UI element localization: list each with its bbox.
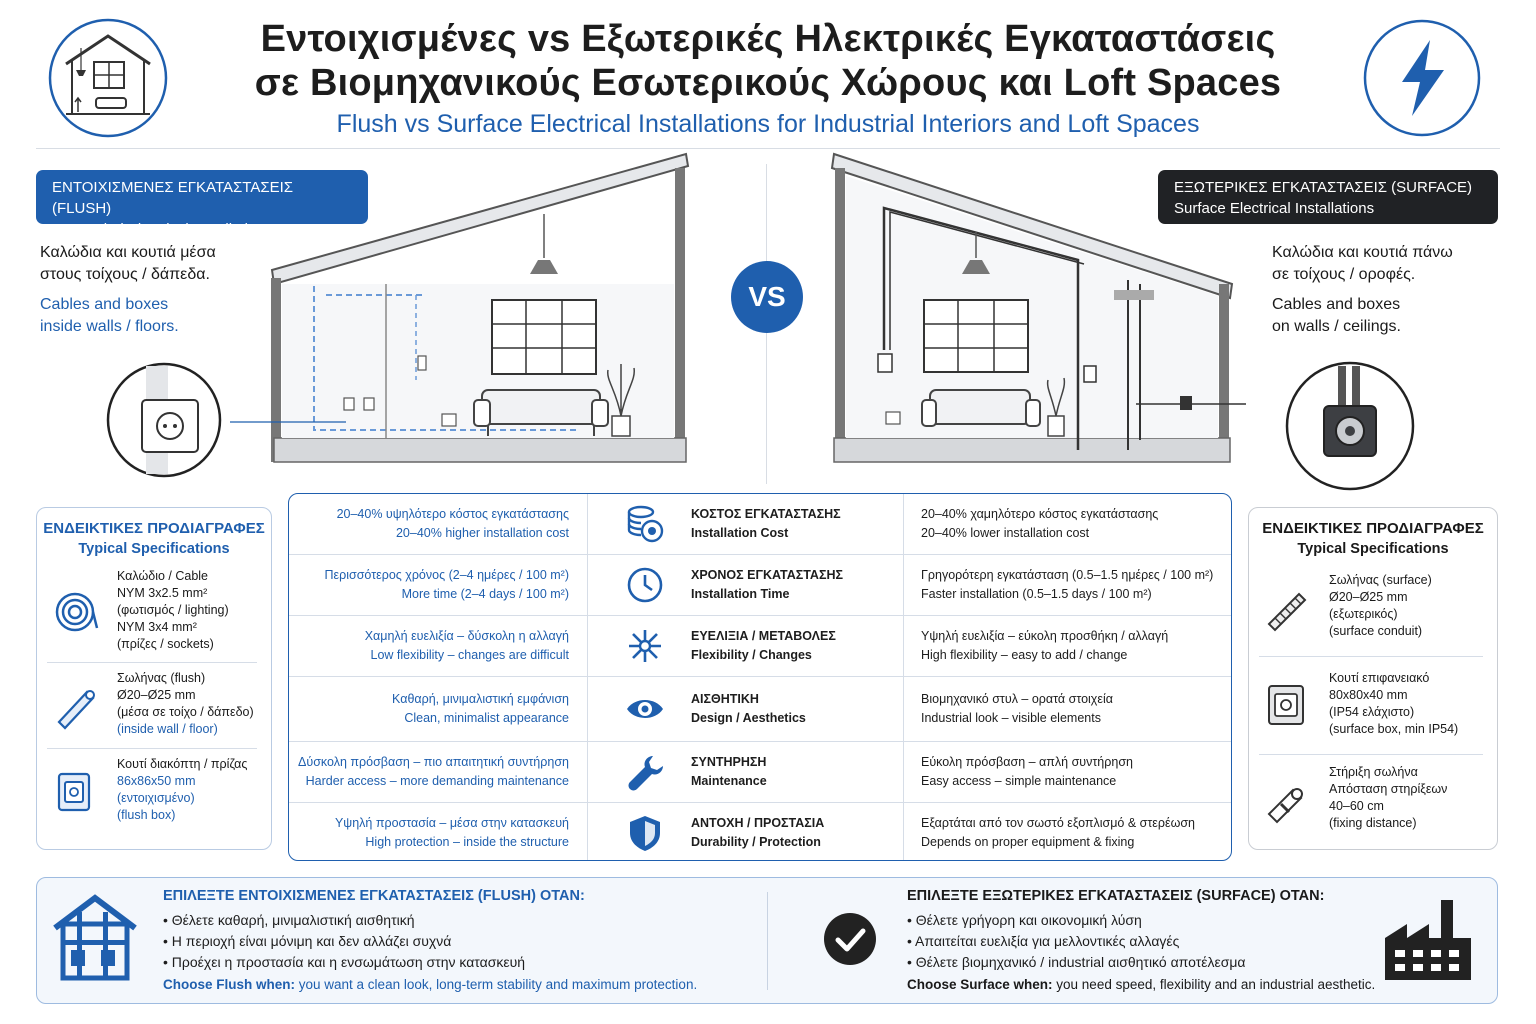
- row-category: [691, 753, 767, 791]
- comparison-row: [289, 677, 1231, 741]
- spec-box-left: [36, 507, 272, 850]
- flush-desc-en-2: inside walls / floors.: [40, 318, 179, 335]
- row-surface-text: [921, 627, 1168, 665]
- lightning-bolt-icon: [1362, 18, 1482, 138]
- surface-en: 20–40% lower installation cost: [921, 526, 1090, 540]
- surface-el: 20–40% χαμηλότερο κόστος εγκατάστασης: [921, 507, 1159, 521]
- category-el: ΕΥΕΛΙΞΙΑ / ΜΕΤΑΒΟΛΕΣ: [691, 629, 836, 643]
- header-divider: [36, 148, 1500, 149]
- spec-line: (inside wall / floor): [117, 722, 218, 736]
- choose-panel-divider: [767, 892, 768, 990]
- spec-line: NYM 3x4 mm²: [117, 620, 197, 634]
- spec-separator: [1259, 754, 1483, 755]
- choose-surface-footer-bold: Choose Surface when:: [907, 977, 1053, 992]
- surface-el: Υψηλή ευελιξία – εύκολη προσθήκη / αλλαγή: [921, 629, 1169, 643]
- spec-line: (surface box, min IP54): [1329, 722, 1459, 736]
- flush-el: Δύσκολη πρόσβαση – πιο απαιτητική συντήρηση: [298, 755, 569, 769]
- choose-flush-bullet: • Η περιοχή είναι μόνιμη και δεν αλλάζει συχνά: [163, 933, 452, 949]
- flush-el: Καθαρή, μινιμαλιστική εμφάνιση: [392, 692, 569, 706]
- wrench-icon: [625, 752, 665, 792]
- row-flush-text: [289, 753, 587, 791]
- spec-line: NYM 3x2.5 mm²: [117, 586, 208, 600]
- choose-surface-bullet: • Θέλετε βιομηχανικό / industrial αισθητικό αποτέλεσμα: [907, 954, 1246, 970]
- flush-desc-el-1: Καλώδια και κουτιά μέσα: [40, 244, 216, 261]
- spec-line: Ø20–Ø25 mm: [117, 688, 196, 702]
- comparison-table: [288, 493, 1232, 861]
- row-surface-text: [921, 690, 1113, 728]
- title-greek-line2: σε Βιομηχανικούς Εσωτερικούς Χώρους και Loft Spaces: [254, 62, 1282, 104]
- spec-line: (flush box): [117, 808, 176, 822]
- choose-flush-bullet: • Θέλετε καθαρή, μινιμαλιστική αισθητική: [163, 912, 415, 928]
- choose-flush-heading: ΕΠΙΛΕΞΤΕ ΕΝΤΟΙΧΙΣΜΕΝΕΣ ΕΓΚΑΤΑΣΤΑΣΕΙΣ (FLUSH) ΟΤΑΝ:: [163, 888, 585, 904]
- title-greek-line1: Εντοιχισμένες vs Εξωτερικές Ηλεκτρικές Εγκαταστάσεις: [260, 18, 1276, 60]
- flush-en: Low flexibility – changes are difficult: [370, 648, 569, 662]
- shield-icon: [625, 813, 665, 853]
- surface-en: Easy access – simple maintenance: [921, 774, 1117, 788]
- surface-badge-title: ΕΞΩΤΕΡΙΚΕΣ ΕΓΚΑΤΑΣΤΑΣΕΙΣ (SURFACE): [1174, 179, 1473, 196]
- clock-icon: [625, 565, 665, 605]
- flush-en: More time (2–4 days / 100 m²): [401, 587, 569, 601]
- flush-en: Clean, minimalist appearance: [404, 711, 569, 725]
- spec-line: (εντοιχισμένο): [117, 791, 195, 805]
- house-wiring-icon: [49, 892, 141, 984]
- spec-separator: [47, 748, 257, 749]
- category-el: ΧΡΟΝΟΣ ΕΓΚΑΤΑΣΤΑΣΗΣ: [691, 568, 843, 582]
- row-category: [691, 566, 843, 604]
- spec-left-item-text: [117, 568, 229, 653]
- spec-left-item: [47, 670, 261, 750]
- row-category: [691, 690, 806, 728]
- flush-en: 20–40% higher installation cost: [395, 526, 569, 540]
- category-el: ΣΥΝΤΗΡΗΣΗ: [691, 755, 767, 769]
- category-en: Durability / Protection: [691, 835, 821, 849]
- spec-right-item-text: [1329, 764, 1447, 832]
- spec-line: Απόσταση στηρίξεων: [1329, 782, 1448, 796]
- surface-el: Γρηγορότερη εγκατάσταση (0.5–1.5 ημέρες / 100 m²): [921, 568, 1214, 582]
- spec-line: (IP54 ελάχιστο): [1329, 705, 1415, 719]
- spec-separator: [47, 662, 257, 663]
- choose-flush-footer-bold: Choose Flush when:: [163, 977, 296, 992]
- spec-line: Καλώδιο / Cable: [117, 569, 208, 583]
- spec-line: (surface conduit): [1329, 624, 1423, 638]
- spec-line: Ø20–Ø25 mm: [1329, 590, 1408, 604]
- choose-surface-heading: ΕΠΙΛΕΞΤΕ ΕΞΩΤΕΡΙΚΕΣ ΕΓΚΑΤΑΣΤΑΣΕΙΣ (SURFACE) ΟΤΑΝ:: [907, 888, 1325, 904]
- category-en: Installation Time: [691, 587, 790, 601]
- spec-line: 80x80x40 mm: [1329, 688, 1408, 702]
- coins-icon: [625, 504, 665, 544]
- spec-line: (πρίζες / sockets): [117, 637, 214, 651]
- surface-en: Faster installation (0.5–1.5 days / 100 m²): [921, 587, 1152, 601]
- spec-line: Κουτί επιφανειακό: [1329, 671, 1430, 685]
- spec-line: (εξωτερικός): [1329, 607, 1398, 621]
- choose-flush-footer: [163, 975, 697, 995]
- row-flush-text: [289, 814, 587, 852]
- choose-surface-bullet: • Θέλετε γρήγορη και οικονομική λύση: [907, 912, 1142, 928]
- surface-desc-en-1: Cables and boxes: [1272, 296, 1401, 313]
- spec-line: Κουτί διακόπτη / πρίζας: [117, 757, 248, 771]
- category-en: Installation Cost: [691, 526, 789, 540]
- flush-desc-el-2: στους τοίχους / δάπεδα.: [40, 266, 210, 283]
- row-surface-text: [921, 505, 1158, 543]
- surface-en: Depends on proper equipment & fixing: [921, 835, 1135, 849]
- spec-line: Στήριξη σωλήνα: [1329, 765, 1418, 779]
- flush-el: 20–40% υψηλότερο κόστος εγκατάστασης: [336, 507, 569, 521]
- category-en: Design / Aesthetics: [691, 711, 806, 725]
- spec-right-title-en: Typical Specifications: [1297, 541, 1449, 557]
- corrugated-conduit-icon: [1263, 586, 1311, 634]
- flush-el: Υψηλή προστασία – μέσα στην κατασκευή: [334, 816, 569, 830]
- row-surface-text: [921, 814, 1195, 852]
- category-en: Flexibility / Changes: [691, 648, 812, 662]
- choose-flush-footer-rest: you want a clean look, long-term stability and maximum protection.: [295, 977, 698, 992]
- flush-socket-callout: [98, 360, 232, 480]
- choose-surface-footer-rest: you need speed, flexibility and an industrial aesthetic.: [1052, 977, 1376, 992]
- spec-line: 40–60 cm: [1329, 799, 1384, 813]
- choose-surface-bullet: • Απαιτείται ευελιξία για μελλοντικές αλλαγές: [907, 933, 1180, 949]
- flush-en: High protection – inside the structure: [365, 835, 569, 849]
- surface-desc-el-1: Καλώδια και κουτιά πάνω: [1272, 244, 1453, 261]
- row-flush-text: [289, 505, 587, 543]
- row-surface-text: [921, 753, 1133, 791]
- row-surface-text: [921, 566, 1213, 604]
- surface-box-icon: [1263, 680, 1311, 728]
- spec-right-item-text: [1329, 572, 1432, 640]
- row-flush-text: [289, 566, 587, 604]
- cable-coil-icon: [51, 588, 99, 636]
- flush-badge-title: ΕΝΤΟΙΧΙΣΜΕΝΕΣ ΕΓΚΑΤΑΣΤΑΣΕΙΣ (FLUSH): [52, 179, 294, 217]
- row-category: [691, 814, 824, 852]
- surface-en: High flexibility – easy to add / change: [921, 648, 1128, 662]
- spec-left-title-en: Typical Specifications: [78, 541, 230, 557]
- spec-right-item: [1259, 764, 1487, 844]
- spec-line: (fixing distance): [1329, 816, 1417, 830]
- comparison-row: [289, 742, 1231, 802]
- category-el: ΑΙΣΘΗΤΙΚΗ: [691, 692, 759, 706]
- flush-el: Χαμηλή ευελιξία – δύσκολη η αλλαγή: [364, 629, 569, 643]
- flush-badge-subtitle: Concealed Electrical Installations: [52, 221, 273, 238]
- row-flush-text: [289, 690, 587, 728]
- comparison-row: [289, 803, 1231, 861]
- flush-box-icon: [51, 768, 99, 816]
- row-category: [691, 505, 841, 543]
- surface-badge-subtitle: Surface Electrical Installations: [1174, 200, 1375, 217]
- spec-line: (φωτισμός / lighting): [117, 603, 229, 617]
- surface-el: Εύκολη πρόσβαση – απλή συντήρηση: [921, 755, 1133, 769]
- spec-line: Σωλήνας (flush): [117, 671, 206, 685]
- row-flush-text: [289, 627, 587, 665]
- pipe-clip-icon: [1263, 778, 1311, 826]
- spec-right-item: [1259, 572, 1487, 652]
- surface-box-callout: [1282, 360, 1418, 492]
- category-el: ΚΟΣΤΟΣ ΕΓΚΑΤΑΣΤΑΣΗΣ: [691, 507, 841, 521]
- choose-flush-bullet: • Προέχει η προστασία και η ενσωμάτωση στην κατασκευή: [163, 954, 526, 970]
- comparison-row: [289, 494, 1231, 554]
- spec-line: 86x86x50 mm: [117, 774, 196, 788]
- flush-desc-en-1: Cables and boxes: [40, 296, 169, 313]
- spec-line: Σωλήνας (surface): [1329, 573, 1432, 587]
- spec-separator: [1259, 656, 1483, 657]
- choose-panel: [36, 877, 1498, 1004]
- surface-description: [1272, 242, 1502, 338]
- surface-desc-el-2: σε τοίχους / οροφές.: [1272, 266, 1416, 283]
- surface-en: Industrial look – visible elements: [921, 711, 1101, 725]
- surface-desc-en-2: on walls / ceilings.: [1272, 318, 1401, 335]
- conduit-pipe-icon: [51, 684, 99, 732]
- spec-line: (μέσα σε τοίχο / δάπεδο): [117, 705, 254, 719]
- flush-el: Περισσότερος χρόνος (2–4 ημέρες / 100 m²): [324, 568, 569, 582]
- category-en: Maintenance: [691, 774, 767, 788]
- flush-en: Harder access – more demanding maintenance: [305, 774, 569, 788]
- factory-icon: [1381, 894, 1475, 984]
- eye-icon: [625, 689, 665, 729]
- spec-left-item: [47, 756, 261, 836]
- spec-left-item: [47, 568, 261, 660]
- checkmark-icon: [823, 912, 877, 966]
- vs-circle: VS: [731, 261, 803, 333]
- subtitle-english: Flush vs Surface Electrical Installations for Industrial Interiors and Loft Spaces: [336, 110, 1200, 138]
- spec-box-right: [1248, 507, 1498, 850]
- spec-left-item-text: [117, 756, 247, 824]
- choose-surface-footer: [907, 975, 1375, 995]
- comparison-row: [289, 555, 1231, 615]
- surface-badge: [1158, 170, 1498, 224]
- spec-left-item-text: [117, 670, 254, 738]
- spec-left-title-el: ΕΝΔΕΙΚΤΙΚΕΣ ΠΡΟΔΙΑΓΡΑΦΕΣ: [43, 520, 265, 537]
- expand-arrows-icon: [625, 626, 665, 666]
- comparison-row: [289, 616, 1231, 676]
- row-category: [691, 627, 836, 665]
- category-el: ΑΝΤΟΧΗ / ΠΡΟΣΤΑΣΙΑ: [691, 816, 825, 830]
- spec-right-item-text: [1329, 670, 1458, 738]
- surface-el: Εξαρτάται από τον σωστό εξοπλισμό & στερέωση: [921, 816, 1195, 830]
- surface-el: Βιομηχανικό στυλ – ορατά στοιχεία: [921, 692, 1113, 706]
- spec-right-title-el: ΕΝΔΕΙΚΤΙΚΕΣ ΠΡΟΔΙΑΓΡΑΦΕΣ: [1262, 520, 1484, 537]
- spec-right-item: [1259, 670, 1487, 750]
